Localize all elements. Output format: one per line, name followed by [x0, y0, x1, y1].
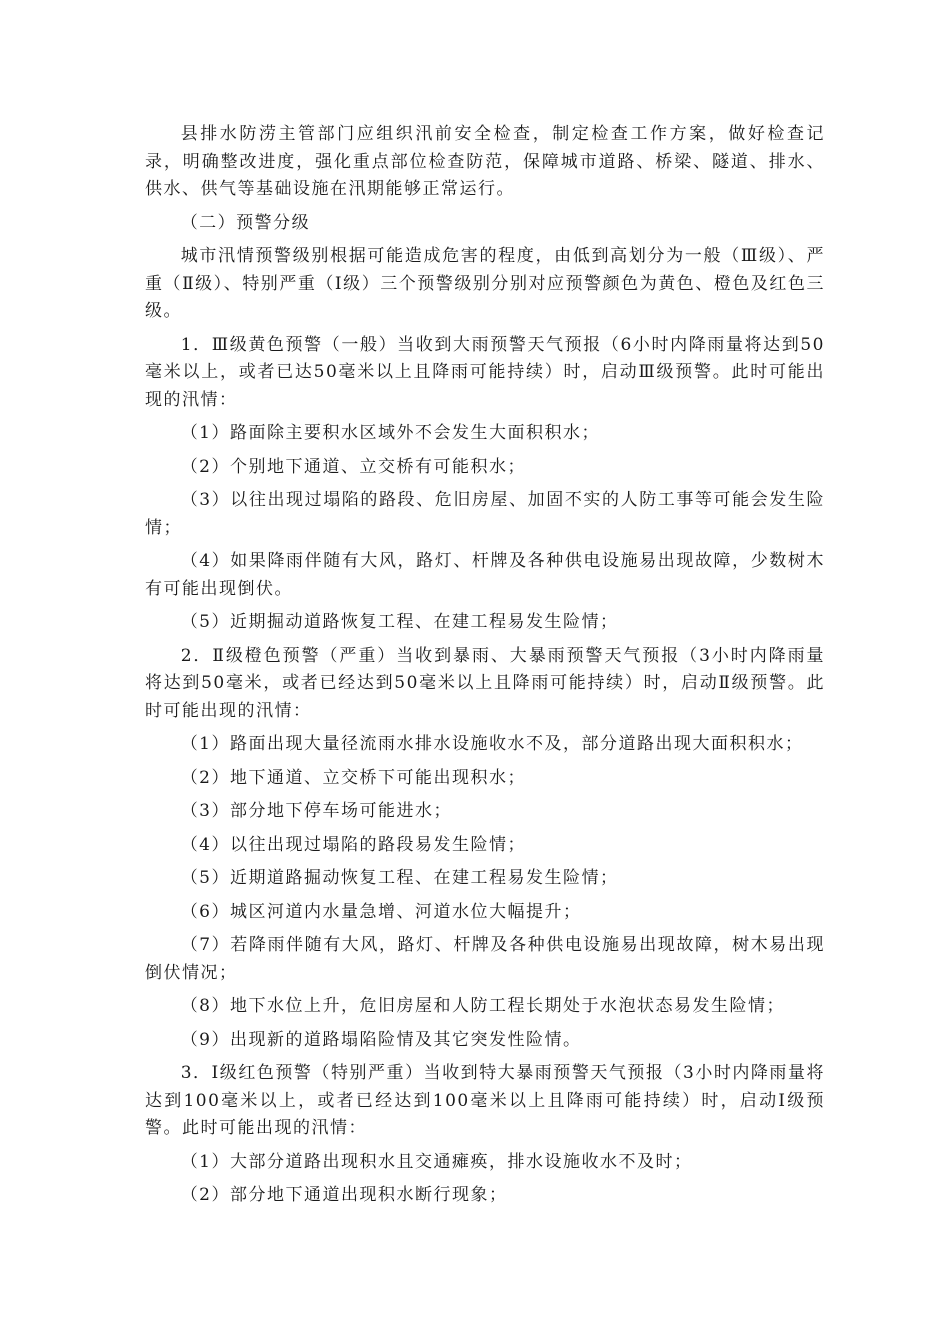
list-item: （2）地下通道、立交桥下可能出现积水； — [180, 767, 527, 788]
document-body — [145, 121, 825, 1216]
list-item: （3）部分地下停车场可能进水； — [180, 801, 453, 821]
list-item: （5）近期道路掘动恢复工程、在建工程易发生险情； — [180, 868, 619, 888]
paragraph-warning-levels-intro: 城市汛情预警级别根据可能造成危害的程度，由低到高划分为一般（Ⅲ级）、严重（Ⅱ级）、特别严重（Ⅰ级）三个预警级别分别对应预警颜色为黄色、橙色及红色三级。 — [145, 246, 825, 321]
section-heading-warning-levels: （二）预警分级 — [180, 212, 311, 233]
list-item: （1）路面除主要积水区域外不会发生大面积积水； — [180, 423, 601, 443]
list-item: （2）部分地下通道出现积水断行现象； — [180, 1185, 508, 1205]
list-item: （2）个别地下通道、立交桥有可能积水； — [180, 456, 527, 477]
paragraph-level-1-red: 3．Ⅰ级红色预警（特别严重）当收到特大暴雨预警天气预报（3小时内降雨量将达到100毫米以上，或者已经达到100毫米以上且降雨可能持续）时，启动Ⅰ级预警。此时可能出现的汛情： — [145, 1063, 825, 1138]
list-item: （4）以往出现过塌陷的路段易发生险情； — [180, 834, 527, 855]
paragraph-level-3-yellow: 1．Ⅲ级黄色预警（一般）当收到大雨预警天气预报（6小时内降雨量将达到50毫米以上，或者已达50毫米以上且降雨可能持续）时，启动Ⅲ级预警。此时可能出现的汛情： — [145, 334, 826, 410]
list-item: （4）如果降雨伴随有大风，路灯、杆牌及各种供电设施易出现故障，少数树木有可能出现倒伏。 — [145, 551, 825, 599]
paragraph-inspection: 县排水防涝主管部门应组织汛前安全检查，制定检查工作方案，做好检查记录，明确整改进度，强化重点部位检查防范，保障城市道路、桥梁、隧道、排水、供水、供气等基础设施在汛期能够正常运行。 — [145, 124, 825, 199]
list-item: （5）近期掘动道路恢复工程、在建工程易发生险情； — [180, 612, 619, 632]
list-item: （1）路面出现大量径流雨水排水设施收水不及，部分道路出现大面积积水； — [180, 734, 804, 754]
list-item: （6）城区河道内水量急增、河道水位大幅提升； — [180, 901, 582, 922]
list-item: （3）以往出现过塌陷的路段、危旧房屋、加固不实的人防工事等可能会发生险情； — [145, 490, 825, 538]
list-item: （1）大部分道路出现积水且交通瘫痪，排水设施收水不及时； — [180, 1151, 693, 1172]
paragraph-level-2-orange: 2．Ⅱ级橙色预警（严重）当收到暴雨、大暴雨预警天气预报（3小时内降雨量将达到50毫米，或者已经达到50毫米以上且降雨可能持续）时，启动Ⅱ级预警。此时可能出现的汛情： — [145, 645, 825, 721]
list-item: （9）出现新的道路塌陷险情及其它突发性险情。 — [180, 1029, 582, 1050]
list-item: （7）若降雨伴随有大风，路灯、杆牌及各种供电设施易出现故障，树木易出现倒伏情况； — [145, 935, 825, 983]
list-item: （8）地下水位上升，危旧房屋和人防工程长期处于水泡状态易发生险情； — [180, 996, 786, 1016]
